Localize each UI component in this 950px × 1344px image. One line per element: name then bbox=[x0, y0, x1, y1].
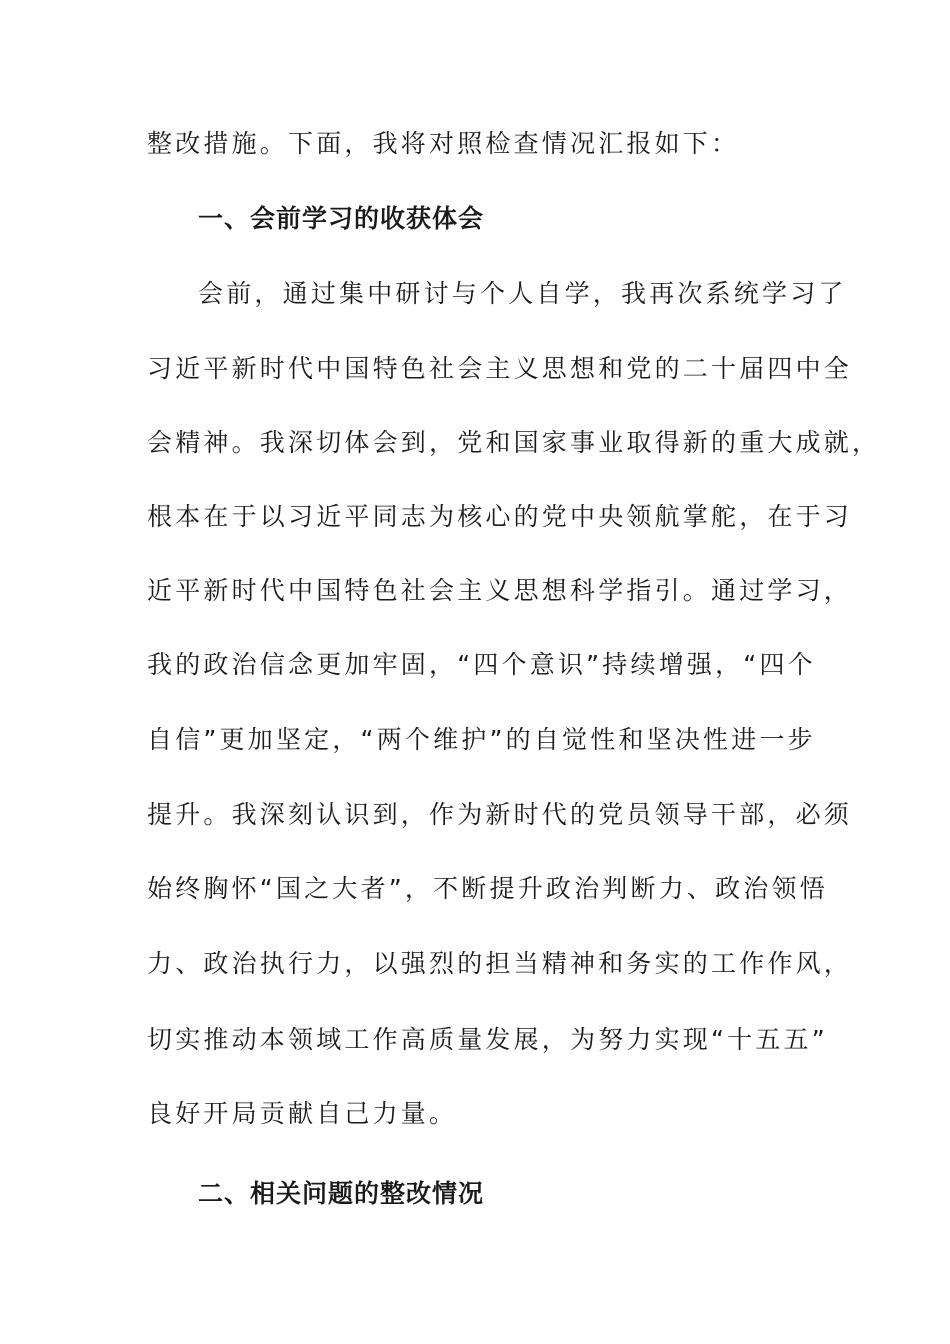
section-heading-1: 一、会前学习的收获体会 bbox=[198, 204, 485, 233]
section-heading-2: 二、相关问题的整改情况 bbox=[198, 1179, 485, 1208]
paragraph-line: 良好开局贡献自己力量。 bbox=[147, 1099, 458, 1128]
paragraph-line: 近平新时代中国特色社会主义思想科学指引。通过学习， bbox=[147, 576, 853, 605]
paragraph-line: 会精神。我深切体会到，党和国家事业取得新的重大成就， bbox=[147, 428, 881, 457]
paragraph-line: 整改措施。下面，我将对照检查情况汇报如下： bbox=[147, 129, 740, 158]
paragraph-line: 会前，通过集中研讨与个人自学，我再次系统学习了 bbox=[198, 279, 847, 308]
paragraph-line: 习近平新时代中国特色社会主义思想和党的二十届四中全 bbox=[147, 354, 853, 383]
paragraph-line: 自信”更加坚定，“两个维护”的自觉性和坚决性进一步 bbox=[147, 725, 816, 754]
paragraph-line: 始终胸怀“国之大者”，不断提升政治判断力、政治领悟 bbox=[147, 874, 828, 903]
paragraph-line: 切实推动本领域工作高质量发展，为努力实现“十五五” bbox=[147, 1025, 828, 1054]
paragraph-line: 提升。我深刻认识到，作为新时代的党员领导干部，必须 bbox=[147, 800, 853, 829]
paragraph-line: 根本在于以习近平同志为核心的党中央领航掌舵，在于习 bbox=[147, 502, 853, 531]
paragraph-line: 力、政治执行力，以强烈的担当精神和务实的工作作风， bbox=[147, 949, 853, 978]
paragraph-line: 我的政治信念更加牢固，“四个意识”持续增强，“四个 bbox=[147, 650, 816, 679]
